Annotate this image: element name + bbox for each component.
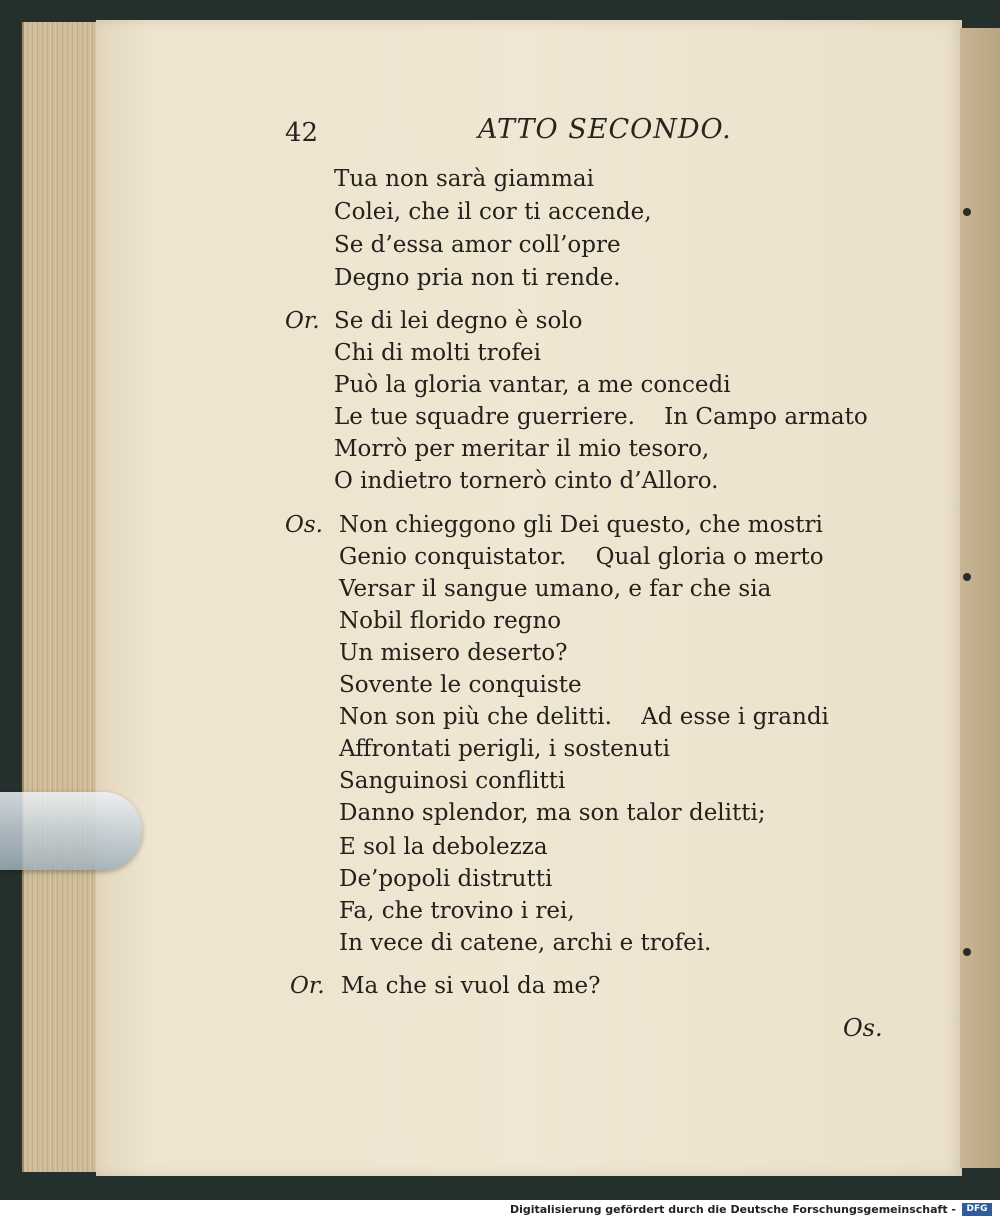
footer-credit: Digitalisierung gefördert durch die Deutsche Forschungsgemeinschaft - — [509, 1203, 956, 1216]
verse-line: Genio conquistator. Qual gloria o merto — [339, 544, 824, 570]
verse-line: Le tue squadre guerriere. In Campo armato — [334, 404, 868, 430]
verse-line: Tua non sarà giammai — [334, 166, 594, 192]
book-fore-edge — [22, 22, 104, 1172]
verse-line: Un misero deserto? — [339, 640, 568, 666]
verse-line: Non son più che delitti. Ad esse i grandi — [339, 704, 829, 730]
speaker-label: Os. — [285, 512, 323, 538]
verse-line: Nobil florido regno — [339, 608, 562, 634]
speaker-label: Or. — [285, 308, 320, 334]
verse-line: Danno splendor, ma son talor delitti; — [339, 800, 766, 826]
page-number: 42 — [285, 118, 319, 148]
binding-hole-icon — [963, 948, 971, 956]
verse-line: Chi di molti trofei — [334, 340, 541, 366]
verse-line: De’popoli distrutti — [339, 866, 553, 892]
verse-line: Se d’essa amor coll’opre — [334, 232, 621, 258]
binding-hole-icon — [963, 573, 971, 581]
dfg-logo-icon: DFG — [962, 1203, 992, 1216]
adjacent-page-edge — [960, 28, 1000, 1168]
verse-line: Se di lei degno è solo — [334, 308, 583, 334]
verse-line: O indietro tornerò cinto d’Alloro. — [334, 468, 719, 494]
verse-line: Colei, che il cor ti accende, — [334, 199, 652, 225]
verse-line: Morrò per meritar il mio tesoro, — [334, 436, 710, 462]
verse-line: Ma che si vuol da me? — [341, 973, 601, 999]
speaker-label: Or. — [290, 973, 325, 999]
verse-line: In vece di catene, archi e trofei. — [339, 930, 712, 956]
verse-line: Affrontati perigli, i sostenuti — [339, 736, 671, 762]
verse-line: Sovente le conquiste — [339, 672, 582, 698]
verse-line: Sanguinosi conflitti — [339, 768, 566, 794]
page-clamp — [0, 792, 142, 870]
verse-line: Non chieggono gli Dei questo, che mostri — [339, 512, 823, 538]
running-head: ATTO SECONDO. — [478, 114, 732, 145]
binding-hole-icon — [963, 208, 971, 216]
verse-line: Fa, che trovino i rei, — [339, 898, 575, 924]
verse-line: Versar il sangue umano, e far che sia — [339, 576, 772, 602]
verse-line: Degno pria non ti rende. — [334, 265, 621, 291]
catchword: Os. — [843, 1014, 883, 1042]
verse-line: E sol la debolezza — [339, 834, 548, 860]
verse-line: Può la gloria vantar, a me concedi — [334, 372, 731, 398]
